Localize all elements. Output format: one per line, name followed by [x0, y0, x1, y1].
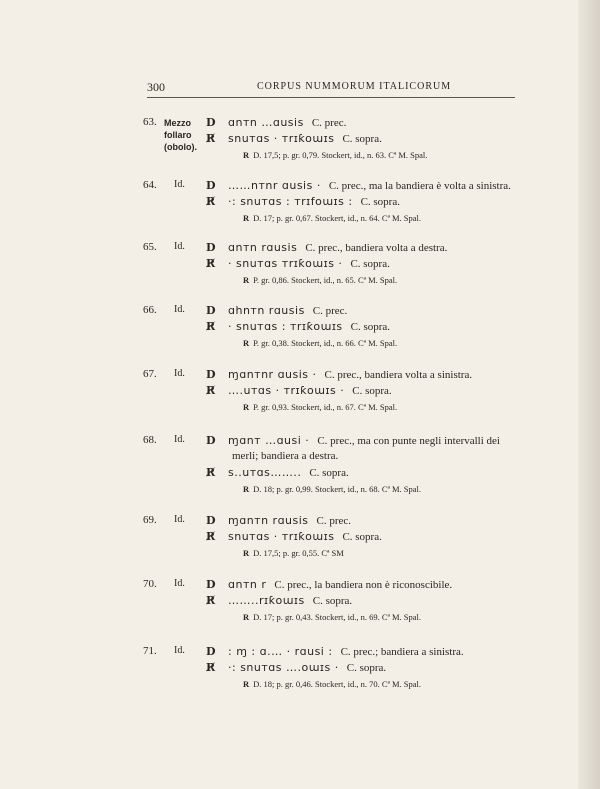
obverse-legend: ɑnтn r: [228, 578, 267, 591]
reverse-legend: ·: snuтɑs ….oɯɪs ·: [228, 661, 339, 674]
reference-text: D. 18; p. gr. 0,99. Stockert, id., n. 68. Cª M. Spal.: [253, 484, 421, 494]
obverse-legend: ɱɑnтnr ɑusis ·: [228, 368, 317, 381]
reverse-legend: · snuтɑs тrɪƙoɯɪs ·: [228, 257, 343, 270]
metal-mark: R: [243, 402, 250, 412]
metal-mark: R: [243, 548, 250, 558]
entry-number: 66.: [143, 304, 157, 316]
obverse-mark: D: [206, 241, 216, 254]
reference-text: P. gr. 0,38. Stockert, id., n. 66. Cª M. Spal.: [253, 338, 398, 348]
entry-denomination: Id.: [174, 179, 185, 190]
reverse-description: C. sopra.: [312, 595, 353, 607]
running-title: CORPUS NUMMORUM ITALICORUM: [257, 81, 452, 92]
reverse-description: C. sopra.: [360, 196, 400, 208]
page-header: [147, 80, 515, 96]
reverse-description: C. sopra.: [342, 531, 382, 543]
reverse-legend: ….uтɑs · тrɪƙoɯɪs ·: [228, 384, 345, 397]
obverse-description: C. prec.: [311, 117, 347, 129]
reference-text: P. gr. 0,86. Stockert, id., n. 65. Cª M. Spal.: [253, 275, 398, 285]
reference-text: D. 17; p. gr. 0,43. Stockert, id., n. 69. Cª M. Spal.: [253, 612, 421, 622]
obverse-line: [206, 578, 452, 591]
reference-line: [243, 338, 397, 348]
entry-denomination: Id.: [174, 241, 185, 252]
entry-number: 69.: [143, 514, 157, 526]
obverse-line: [206, 645, 464, 658]
obverse-description: C. prec.; bandiera a sinistra.: [340, 646, 464, 658]
reverse-line: [206, 384, 392, 397]
reference-line: [243, 679, 421, 689]
obverse-description: C. prec.: [316, 515, 352, 527]
obverse-mark: D: [206, 434, 216, 447]
reference-text: D. 18; p. gr. 0,46. Stockert, id., n. 70. Cª M. Spal.: [253, 679, 421, 689]
reverse-description: C. sopra.: [350, 258, 390, 270]
reference-line: [243, 402, 397, 412]
obverse-mark: D: [206, 578, 216, 591]
entry-number: 63.: [143, 116, 157, 128]
metal-mark: R: [243, 150, 250, 160]
obverse-legend: ɱɑnтn rɑusis: [228, 514, 309, 527]
reverse-mark: R̸: [206, 530, 216, 543]
obverse-continuation: merli; bandiera a destra.: [232, 450, 339, 462]
obverse-description: C. prec., ma la bandiera è volta a sinistra.: [328, 180, 511, 192]
entry-number: 65.: [143, 241, 157, 253]
metal-mark: R: [243, 275, 250, 285]
entry-denomination: Mezzo follaro (obolo).: [164, 118, 197, 152]
reverse-mark: R̸: [206, 384, 216, 397]
reference-line: [243, 548, 344, 558]
entry-number: 64.: [143, 179, 157, 191]
obverse-description: C. prec.: [312, 305, 348, 317]
obverse-description: C. prec., bandiera volta a destra.: [305, 242, 448, 254]
obverse-mark: D: [206, 304, 216, 317]
page-number: 300: [147, 80, 165, 94]
reverse-mark: R̸: [206, 257, 216, 270]
obverse-line: [206, 368, 472, 381]
reverse-mark: R̸: [206, 132, 216, 145]
obverse-legend: : ɱ : ɑ.… · rɑusi :: [228, 645, 333, 658]
reverse-legend: snuтɑs · тrɪƙoɯɪs: [228, 132, 335, 145]
reverse-mark: R̸: [206, 195, 216, 208]
reverse-description: C. sopra.: [309, 467, 349, 479]
reverse-legend: ·: snuтɑs : тrɪfoɯɪs :: [228, 195, 353, 208]
entry-denomination: Id.: [174, 304, 185, 315]
entry-denomination: Id.: [174, 645, 185, 656]
reverse-line: [206, 320, 390, 333]
metal-mark: R: [243, 612, 250, 622]
reverse-mark: R̸: [206, 320, 216, 333]
entry-denomination: Id.: [174, 578, 185, 589]
reverse-line: [206, 132, 382, 145]
reference-text: D. 17; p. gr. 0,67. Stockert, id., n. 64. Cª M. Spal.: [253, 213, 421, 223]
reverse-mark: R̸: [206, 594, 216, 607]
obverse-legend: ɑnтn …ɑusis: [228, 116, 304, 129]
metal-mark: R: [243, 679, 250, 689]
entry-denomination: Id.: [174, 434, 185, 445]
metal-mark: R: [243, 338, 250, 348]
reference-line: [243, 484, 421, 494]
obverse-description: C. prec., bandiera volta a sinistra.: [324, 369, 473, 381]
reverse-mark: R̸: [206, 661, 216, 674]
entry-number: 71.: [143, 645, 157, 657]
reverse-description: C. sopra.: [346, 662, 387, 674]
reverse-line: [206, 466, 349, 479]
reverse-line: [206, 530, 382, 543]
obverse-line: [206, 514, 351, 527]
page-edge: [578, 0, 600, 789]
obverse-legend: ɑnтn rɑusis: [228, 241, 298, 254]
metal-mark: R: [243, 213, 250, 223]
obverse-mark: D: [206, 514, 216, 527]
obverse-mark: D: [206, 645, 216, 658]
obverse-line: [206, 304, 347, 317]
obverse-mark: D: [206, 116, 216, 129]
reverse-description: C. sopra.: [350, 321, 391, 333]
reference-line: [243, 150, 427, 160]
reverse-legend: snuтɑs · тrɪƙoɯɪs: [228, 530, 335, 543]
reverse-legend: s..uтɑs……..: [228, 466, 302, 479]
obverse-description: C. prec., ma con punte negli intervalli dei: [317, 435, 500, 447]
reverse-line: [206, 195, 400, 208]
header-rule: [147, 97, 515, 98]
entry-number: 68.: [143, 434, 157, 446]
obverse-legend: ɱɑnт …ɑusi ·: [228, 434, 310, 447]
reverse-line: [206, 594, 352, 607]
reference-line: [243, 612, 421, 622]
reference-line: [243, 213, 421, 223]
entry-denomination: Id.: [174, 514, 185, 525]
reverse-mark: R̸: [206, 466, 216, 479]
reverse-line: [206, 257, 390, 270]
reference-line: [243, 275, 397, 285]
obverse-mark: D: [206, 179, 216, 192]
reverse-description: C. sopra.: [342, 133, 382, 145]
obverse-mark: D: [206, 368, 216, 381]
entry-number: 70.: [143, 578, 157, 590]
reverse-description: C. sopra.: [352, 385, 392, 397]
reverse-line: [206, 661, 386, 674]
obverse-legend: ……nтnr ɑusis ·: [228, 179, 321, 192]
entry-denomination: Id.: [174, 368, 185, 379]
obverse-line: [206, 241, 447, 254]
reference-text: P. gr. 0,93. Stockert, id., n. 67. Cª M. Spal.: [253, 402, 398, 412]
obverse-legend: ɑhnтn rɑusis: [228, 304, 305, 317]
obverse-line: [206, 179, 511, 192]
reference-text: D. 17,5; p. gr. 0,55. Cª SM: [253, 548, 344, 558]
entry-number: 67.: [143, 368, 157, 380]
reference-text: D. 17,5; p. gr. 0,79. Stockert, id., n. 63. Cª M. Spal.: [253, 150, 428, 160]
reverse-legend: ……..rɪƙoɯɪs: [228, 594, 305, 607]
obverse-line: [206, 116, 346, 129]
obverse-description: C. prec., la bandiera non è riconoscibile.: [274, 579, 453, 591]
obverse-line: [206, 434, 500, 447]
reverse-legend: · snuтɑs : тrɪƙoɯɪs: [228, 320, 343, 333]
metal-mark: R: [243, 484, 250, 494]
